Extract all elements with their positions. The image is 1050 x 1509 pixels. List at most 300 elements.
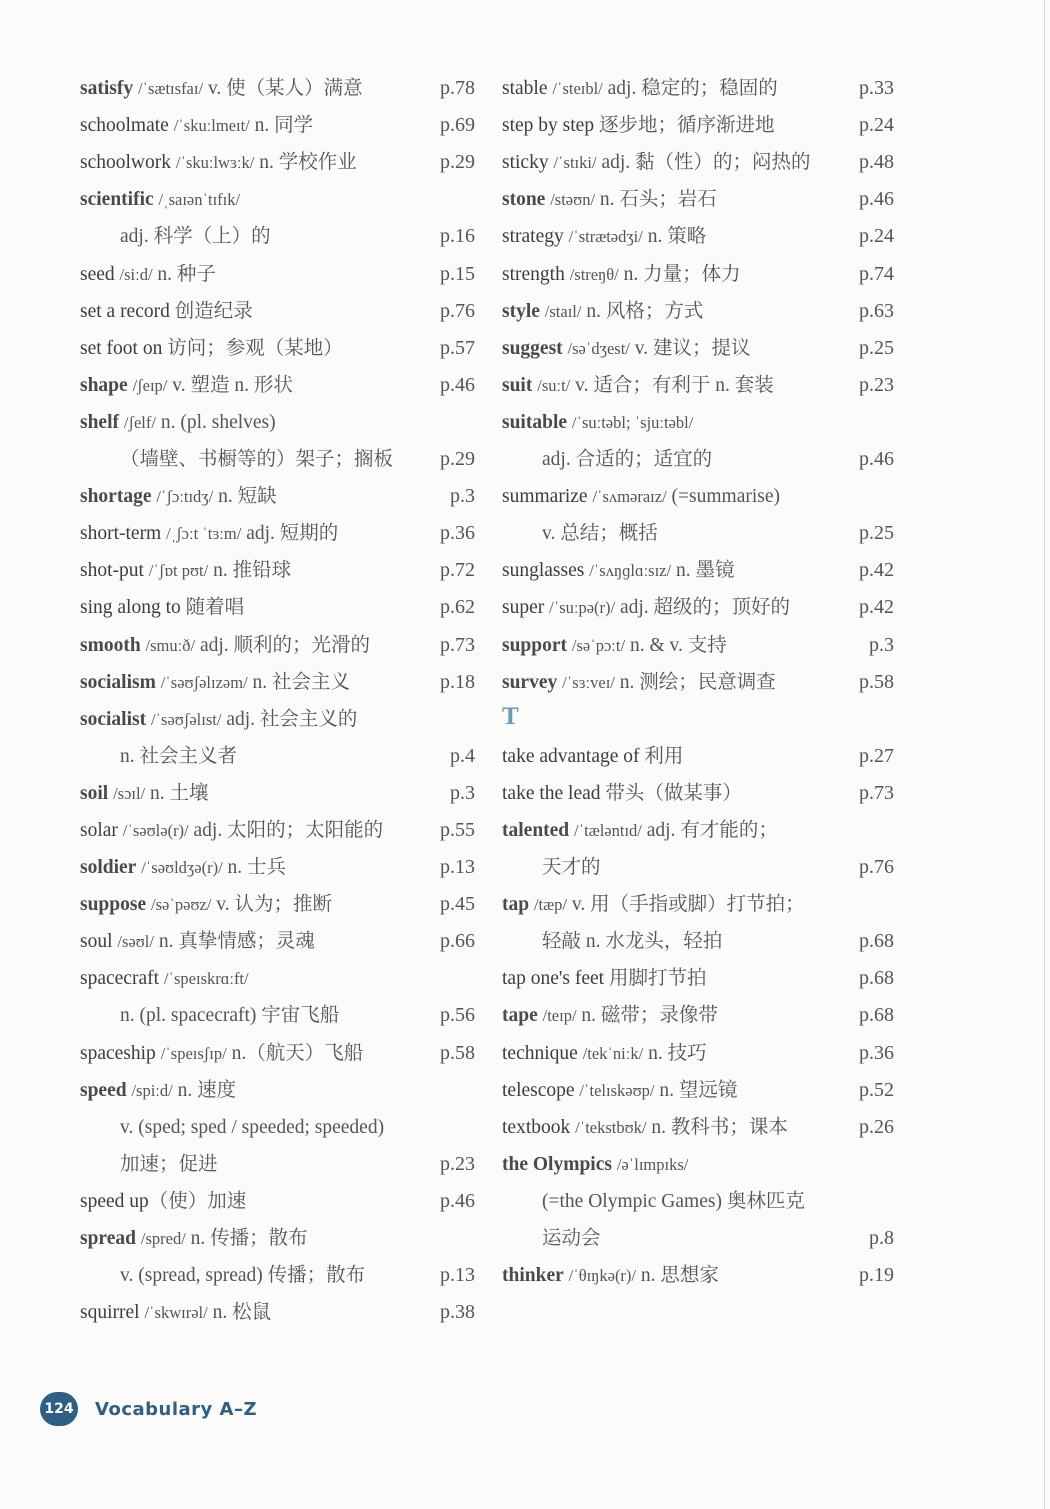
pronunciation: /ˈstɪki/ [553,153,597,173]
definition: n. 士兵 [222,857,287,879]
vocab-entry [80,511,475,548]
page-reference: p.78 [440,77,475,100]
entry-text [80,629,431,657]
pronunciation: /ʃelf/ [123,412,156,432]
vocab-entry [502,771,894,808]
definition: n. 社会主义 [247,671,351,693]
headword: sticky [502,152,549,174]
headword: thinker [502,1265,564,1287]
entry-continuation [502,1179,894,1216]
vocab-entry [80,1068,475,1105]
entry-text [80,72,431,100]
vocab-entry [80,660,475,697]
page-reference: p.76 [859,856,894,879]
page-reference: p.58 [440,1041,475,1064]
definition: adj. 超级的；顶好的 [615,597,791,619]
entry-text [542,1222,850,1250]
page-reference: p.76 [440,299,475,322]
entry-text [502,629,850,657]
pronunciation: /ˈskuːlwɜːk/ [175,153,255,173]
pronunciation: /əˈlɪmpɪks/ [616,1154,689,1174]
entry-text [502,591,850,619]
vocab-entry [80,1030,475,1067]
page-reference: p.58 [859,670,894,693]
page-reference: p.13 [440,856,475,879]
pronunciation: /tæp/ [533,895,567,915]
headword: suppose [80,894,147,916]
definition: adj. 合适的；适宜的 [542,449,713,471]
headword: step by step [502,115,595,137]
pronunciation: /ˈsəʊlə(r)/ [122,820,189,840]
entry-text [502,740,850,768]
headword: solar [80,819,118,841]
entry-text [80,814,431,842]
entry-text [80,189,431,211]
headword: smooth [80,634,141,656]
headword: soil [80,782,109,804]
definition: n. 墨镜 [671,560,735,582]
page-reference: p.73 [859,781,894,804]
page-reference: p.27 [859,744,894,767]
headword: speed [80,1079,127,1101]
headword: soldier [80,857,137,879]
definition: n. 策略 [642,226,707,248]
headword: speed up [80,1190,149,1212]
pronunciation: /sɔɪl/ [113,783,146,803]
pronunciation: /teɪp/ [542,1006,577,1026]
definition: adj. 有才能的； [641,819,778,841]
page-reference: p.42 [859,559,894,582]
entry-text [502,1154,850,1176]
definition: n. 社会主义者 [120,745,238,767]
page-reference: p.74 [859,262,894,285]
headword: the Olympics [502,1153,612,1175]
page-reference: p.36 [859,1041,894,1064]
vocab-entry [80,622,475,659]
entry-text [80,1037,431,1065]
definition: （使）加速 [148,1190,247,1212]
entry-text [80,369,431,397]
definition: 访问；参观（某地） [162,337,343,359]
pronunciation: /ˈsɜːveɪ/ [562,672,615,692]
pronunciation: /səʊl/ [117,932,154,952]
pronunciation: /stəʊn/ [550,190,596,210]
vocab-entry [502,326,894,363]
headword: suitable [502,411,568,433]
vocab-entry [502,1105,894,1142]
entry-text [120,999,431,1027]
definition: n. 推铅球 [208,560,292,582]
pronunciation: /ˈθɪŋkə(r)/ [568,1266,637,1286]
headword: socialist [80,708,147,730]
headword: soul [80,931,113,953]
entry-text [120,1259,431,1287]
entry-text [80,412,431,434]
right-column [502,66,894,1290]
page-reference: p.52 [859,1078,894,1101]
page-reference: p.46 [859,188,894,211]
entry-text [502,486,850,508]
entry-text [80,258,431,286]
pronunciation: /ˌsaɪənˈtɪfɪk/ [158,190,241,210]
headword: spacecraft [80,968,160,990]
headword: squirrel [80,1302,140,1324]
vocab-entry [502,214,894,251]
entry-text [502,888,850,916]
definition: n. 短缺 [213,486,277,508]
page-reference: p.4 [450,744,475,767]
entry-text [502,962,850,990]
definition: 带头（做某事） [600,782,742,804]
page-reference: p.24 [859,114,894,137]
page-reference: p.18 [440,670,475,693]
page-reference: p.26 [859,1115,894,1138]
definition: n. 教科书；课本 [646,1116,788,1138]
vocab-entry [80,1290,475,1327]
page-reference: p.68 [859,930,894,953]
entry-continuation [80,734,475,771]
headword: sunglasses [502,560,585,582]
pronunciation: /streŋθ/ [569,264,619,284]
definition: (=the Olympic Games) 奥林匹克 [542,1190,805,1212]
definition: n. (pl. shelves) [155,411,276,433]
page-reference: p.15 [440,262,475,285]
vocab-entry [80,808,475,845]
page-reference: p.36 [440,522,475,545]
headword: stable [502,78,548,100]
entry-text [502,72,850,100]
page-reference: p.55 [440,818,475,841]
entry-text [502,814,850,842]
entry-continuation [80,1142,475,1179]
vocab-entry [80,585,475,622]
vocab-entry [80,66,475,103]
pronunciation: /ˈskwɪrəl/ [144,1303,208,1323]
entry-continuation [80,1253,475,1290]
definition: n. 风格；方式 [581,300,704,322]
pronunciation: /səˈpəʊz/ [151,895,212,915]
definition: (=summarise) [666,486,780,508]
pronunciation: /smuːð/ [145,635,196,655]
entry-text [120,220,431,248]
entry-text [120,1148,431,1176]
letter-heading: T [502,702,519,730]
entry-continuation [502,845,894,882]
entry-text [80,517,431,545]
vocab-entry [80,697,475,734]
vocab-entry [80,251,475,288]
entry-text [502,332,850,360]
pronunciation: /səˈdʒest/ [567,338,630,358]
page-reference: p.72 [440,559,475,582]
headword: schoolwork [80,152,171,174]
pronunciation: /siːd/ [119,264,153,284]
definition: 利用 [639,745,684,767]
pronunciation: /ˈsəʊʃəlɪzəm/ [160,672,248,692]
headword: scientific [80,189,154,211]
entry-text [80,777,431,805]
page-footer [40,1392,257,1426]
page-reference: p.45 [440,893,475,916]
definition: n. 技巧 [643,1042,707,1064]
headword: tape [502,1005,538,1027]
definition: （墙壁、书橱等的）架子；搁板 [120,449,394,471]
page-reference: p.68 [859,967,894,990]
definition: v. (spread, spread) 传播；散布 [120,1265,366,1287]
vocab-entry [80,177,475,214]
vocab-entry [502,993,894,1030]
vocab-entry [502,1142,894,1179]
headword: shortage [80,486,152,508]
headword: spread [80,1228,136,1249]
definition: n. 学校作业 [254,152,357,174]
entry-text [80,1074,431,1102]
pronunciation: /spred/ [140,1229,186,1248]
definition: 逐步地；循序渐进地 [594,115,775,137]
entry-text [502,1259,850,1287]
definition: n. 同学 [249,115,314,137]
entry-text [80,1185,431,1213]
definition: n. 传播；散布 [185,1228,308,1249]
entry-continuation [80,214,475,251]
pronunciation: /ˈsəʊldʒə(r)/ [141,858,223,878]
vocab-entry [80,103,475,140]
definition: v. 适合；有利于 n. 套装 [570,374,774,396]
page-reference: p.29 [440,151,475,174]
entry-text [502,1074,850,1102]
pronunciation: /ˈsætɪsfaɪ/ [137,79,204,99]
entry-text [502,777,850,805]
headword: strategy [502,226,564,248]
page-reference: p.56 [440,1004,475,1027]
vocab-entry [80,474,475,511]
pronunciation: /ˈtæləntɪd/ [574,820,642,840]
headword: sing along to [80,597,181,619]
headword: satisfy [80,78,134,100]
page-reference: p.66 [440,930,475,953]
headword: stone [502,189,546,211]
headword: summarize [502,486,588,508]
definition: adj. 科学（上）的 [120,226,271,248]
definition: n. 土壤 [145,782,209,804]
page-number-badge: 124 [40,1392,78,1426]
headword: short-term [80,523,162,545]
headword: telescope [502,1079,575,1101]
definition: n.（航天）飞船 [226,1042,364,1064]
left-column [80,66,475,1327]
definition: 创造纪录 [169,300,253,322]
vocab-entry [502,882,894,919]
entry-text [80,925,431,953]
headword: socialism [80,671,156,693]
entry-text [502,1037,850,1065]
definition: 运动会 [542,1228,601,1249]
vocab-entry [502,660,894,697]
pronunciation: /ˈtelɪskəʊp/ [579,1080,655,1100]
entry-text [502,258,850,286]
entry-text [502,369,850,397]
headword: spaceship [80,1042,156,1064]
definition: v. 认为；推断 [211,894,332,916]
page-reference: p.23 [440,1152,475,1175]
headword: schoolmate [80,115,169,137]
entry-text [80,554,431,582]
entry-text [502,412,850,434]
entry-text [542,517,850,545]
pronunciation: /ˈsteɪbl/ [552,79,603,99]
headword: suggest [502,337,563,359]
page-reference: p.63 [859,299,894,322]
page-reference: p.19 [859,1264,894,1287]
page-reference: p.24 [859,225,894,248]
definition: 用脚打节拍 [604,968,707,990]
entry-text [542,1185,850,1213]
definition: n. 测绘；民意调查 [614,671,776,693]
vocab-entry [502,251,894,288]
definition: 随着唱 [180,597,245,619]
definition: n. 望远镜 [654,1079,738,1101]
entry-text [80,1296,431,1324]
vocab-entry [502,585,894,622]
page-reference: p.3 [450,485,475,508]
entry-text [80,666,431,694]
vocab-entry [80,882,475,919]
pronunciation: /ˈtekstbʊk/ [575,1117,647,1137]
entry-text [80,1222,431,1250]
definition: adj. 稳定的；稳固的 [602,78,778,100]
entry-text [502,999,850,1027]
entry-text [502,146,850,174]
pronunciation: /ˈsəʊʃəlɪst/ [150,709,222,729]
page-reference: p.3 [450,781,475,804]
entry-continuation [80,437,475,474]
headword: seed [80,263,115,285]
headword: shelf [80,411,119,433]
page-reference: p.25 [859,522,894,545]
definition: v. 建议；提议 [629,337,751,359]
headword: super [502,597,545,619]
definition: n. 速度 [172,1079,237,1101]
vocab-entry [80,771,475,808]
definition: n. 思想家 [636,1265,719,1287]
vocab-entry [502,808,894,845]
entry-text [120,443,431,471]
definition: 轻敲 n. 水龙头，轻拍 [542,931,723,953]
entry-text [80,851,431,879]
page-reference: p.69 [440,114,475,137]
entry-text [502,220,850,248]
vocab-entry [502,66,894,103]
vocab-entry [502,622,894,659]
definition: v. 塑造 n. 形状 [167,374,293,396]
entry-text [80,968,431,990]
entry-text [502,183,850,211]
page-edge-divider [1044,0,1045,1509]
pronunciation: /spiːd/ [131,1080,173,1100]
entry-continuation [80,1105,475,1142]
definition: v. 用（手指或脚）打节拍； [566,894,805,916]
entry-text [120,1117,431,1139]
entry-text [502,554,850,582]
page-reference: p.25 [859,336,894,359]
headword: take advantage of [502,745,640,767]
definition: n. 磁带；录像带 [576,1005,718,1027]
headword: suit [502,374,533,396]
entry-text [80,703,431,731]
pronunciation: /ˈskuːlmeɪt/ [173,116,250,136]
entry-text [80,109,431,137]
vocab-entry [502,140,894,177]
pronunciation: /ˈsʌŋɡlɑːsɪz/ [589,561,672,581]
definition: adj. 短期的 [241,523,339,545]
definition: n. 石头；岩石 [595,189,717,211]
page-reference: p.38 [440,1301,475,1324]
definition: n. 种子 [152,263,216,285]
definition: adj. 太阳的；太阳能的 [188,819,384,841]
pronunciation: /ˈspeɪskrɑːft/ [163,969,249,989]
vocab-entry [502,734,894,771]
definition: n. & v. 支持 [625,634,727,656]
vocab-entry [502,177,894,214]
entry-text [80,146,431,174]
entry-text [542,443,850,471]
vocab-entry [502,474,894,511]
page-reference: p.8 [869,1227,894,1249]
headword: set foot on [80,337,163,359]
page-reference: p.46 [440,1189,475,1212]
pronunciation: /ˈstrætədʒi/ [568,227,643,247]
entry-text [502,109,850,137]
page-reference: p.29 [440,448,475,471]
entry-text [542,925,850,953]
vocab-entry [80,919,475,956]
entry-text [542,851,850,879]
vocab-entry [502,548,894,585]
definition: adj. 黏（性）的；闷热的 [596,152,811,174]
definition: v. 总结；概括 [542,523,658,545]
headword: strength [502,263,565,285]
pronunciation: /ˈsuːpə(r)/ [549,598,616,618]
page-reference: p.73 [440,633,475,656]
vocab-entry [80,289,475,326]
pronunciation: /staɪl/ [544,301,582,321]
pronunciation: /ˌʃɔːt ˈtɜːm/ [166,524,242,544]
vocab-entry [502,400,894,437]
entry-text [80,480,431,508]
page-reference: p.46 [440,373,475,396]
entry-text [120,740,431,768]
vocab-entry [502,1030,894,1067]
page-reference: p.42 [859,596,894,619]
headword: technique [502,1042,578,1064]
definition: n. 松鼠 [207,1302,272,1324]
vocab-entry [80,140,475,177]
entry-text [80,295,431,323]
vocab-entry [502,289,894,326]
definition: n. 力量；体力 [618,263,741,285]
page-reference: p.62 [440,596,475,619]
definition: adj. 顺利的；光滑的 [195,634,371,656]
section-title: Vocabulary A–Z [95,1398,258,1420]
entry-text [502,295,850,323]
vocab-entry [502,363,894,400]
definition: adj. 社会主义的 [221,708,358,730]
headword: style [502,300,540,322]
headword: tap one's feet [502,968,605,990]
pronunciation: /ˈʃɒt pʊt/ [148,561,209,581]
vocab-entry [502,103,894,140]
page-reference: p.33 [859,77,894,100]
